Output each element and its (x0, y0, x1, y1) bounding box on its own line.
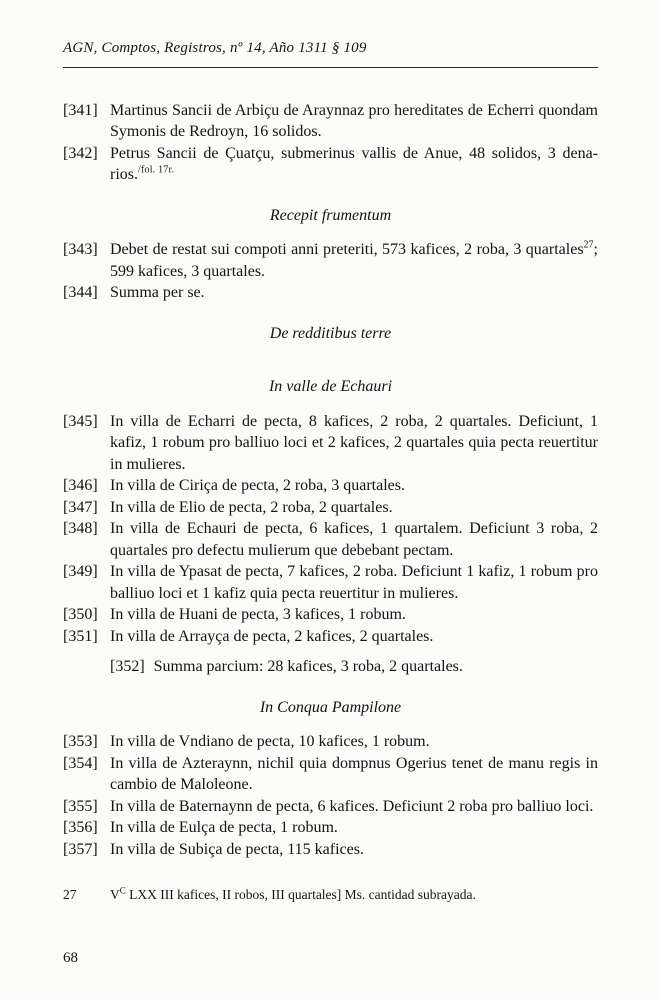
entry-text: In villa de Ciriça de pecta, 2 roba, 3 quartales. (110, 477, 405, 494)
footnote-reference: 27 (583, 239, 594, 251)
footnote-number: 27 (63, 887, 77, 902)
entry-349 (63, 561, 598, 604)
page-header (63, 38, 598, 68)
superscript-c: C (119, 885, 126, 896)
entry-text: In villa de Baternaynn de pecta, 6 kafices. Deficiunt 2 roba pro balliuo loci. (110, 797, 594, 815)
entry-number: [344] (63, 284, 98, 301)
entry-number: [356] (63, 819, 98, 836)
entry-text: In villa de Huani de pecta, 3 kafices, 1 robum. (110, 606, 406, 623)
entry-number: [350] (63, 606, 98, 623)
section-heading-recepit-frumentum: Recepit frumentum (269, 206, 392, 224)
entry-text: Summa parcium: 28 kafices, 3 roba, 2 quartales. (153, 658, 463, 675)
section-heading-in-conqua-pampilone: In Conqua Pampilone (259, 698, 402, 716)
folio-marker: /fol. 17r. (138, 164, 175, 176)
entry-text: In villa de Azteraynn, nichil quia dompnus Ogerius tenet de manu regis in cambio de Maloleone. (110, 754, 598, 793)
entry-text: Summa per se. (110, 284, 205, 301)
entry-342 (63, 143, 598, 186)
entry-353 (63, 731, 598, 753)
entry-number: [343] (63, 241, 98, 258)
running-head: AGN, Comptos, Registros, nº 14, Año 1311 § 109 (63, 40, 367, 56)
entry-text: ; 599 kafices, 3 quartales. (110, 241, 598, 280)
entry-text: In villa de Vndiano de pecta, 10 kafices, 1 robum. (110, 733, 430, 750)
entry-346 (63, 475, 598, 497)
entry-345 (63, 411, 598, 476)
entry-number: [347] (63, 498, 98, 516)
header-rule (63, 67, 598, 68)
section-heading-in-valle-de-echauri: In valle de Echauri (268, 378, 393, 395)
entry-text: Petrus Sancii de Çuatçu, submerinus vallis de Anue, 48 solidos, 3 denarios. (110, 144, 598, 183)
entry-number: [348] (63, 520, 98, 537)
entry-number: [351] (63, 627, 98, 645)
entry-344 (63, 282, 598, 304)
entry-number: [342] (63, 144, 98, 162)
entry-341 (63, 100, 598, 143)
entry-348 (63, 518, 598, 561)
page-body (63, 100, 598, 861)
footnote-27 (63, 886, 598, 904)
entry-text: In villa de Echauri de pecta, 6 kafices, 1 quartalem. Deficiunt 3 roba, 2 quartales pro defectu mulierum que debebant pectam. (110, 520, 598, 559)
footnote-text: $V^C$ LXX III kafices, II robos, III quartales] Ms. cantidad subrayada. (110, 885, 476, 902)
entry-number: [353] (63, 733, 98, 750)
entry-text: In villa de Elio de pecta, 2 roba, 2 quartales. (110, 498, 393, 516)
entry-347 (63, 497, 598, 519)
entry-number: [345] (63, 412, 98, 430)
entry-number: [352] (110, 658, 145, 675)
entry-number: [346] (63, 477, 98, 494)
entry-text: In villa de Eulça de pecta, 1 robum. (110, 819, 338, 836)
entry-text: In villa de Arrayça de pecta, 2 kafices, 2 quartales. (110, 627, 434, 645)
entry-number: [357] (63, 840, 98, 858)
entry-354 (63, 753, 598, 796)
entry-number: [355] (63, 797, 98, 815)
entry-343 (63, 239, 598, 282)
section-heading-de-redditibus-terre: De redditibus terre (269, 324, 392, 342)
page-number: 68 (63, 950, 78, 966)
entry-356 (63, 817, 598, 839)
entry-352-summa (110, 656, 598, 678)
entry-355 (63, 796, 598, 818)
entry-357 (63, 839, 598, 861)
entry-text: Debet de restat sui compoti anni preteriti, 573 kafices, 2 roba, 3 quartales (110, 241, 584, 258)
entry-number: [349] (63, 563, 98, 580)
entry-351 (63, 626, 598, 648)
entry-text: Martinus Sancii de Arbiçu de Araynnaz pro hereditates de Echerri quondam Symonis de Redroyn, 16 solidos. (110, 101, 598, 140)
entry-number: [341] (63, 101, 98, 119)
entry-350 (63, 604, 598, 626)
entry-number: [354] (63, 754, 98, 772)
entry-text: In villa de Echarri de pecta, 8 kafices, 2 roba, 2 quartales. Deficiunt, 1 kafiz, 1 robum pro balliuo loci et 2 kafices, 2 quartales quia pecta reuertitur in mulieres. (110, 412, 598, 473)
entry-text: In villa de Ypasat de pecta, 7 kafices, 2 roba. Deficiunt 1 kafiz, 1 robum pro balliuo loci et 1 kafiz quia pecta reuertitur in mulieres. (110, 563, 598, 602)
entry-text: In villa de Subiça de pecta, 115 kafices. (110, 840, 364, 858)
